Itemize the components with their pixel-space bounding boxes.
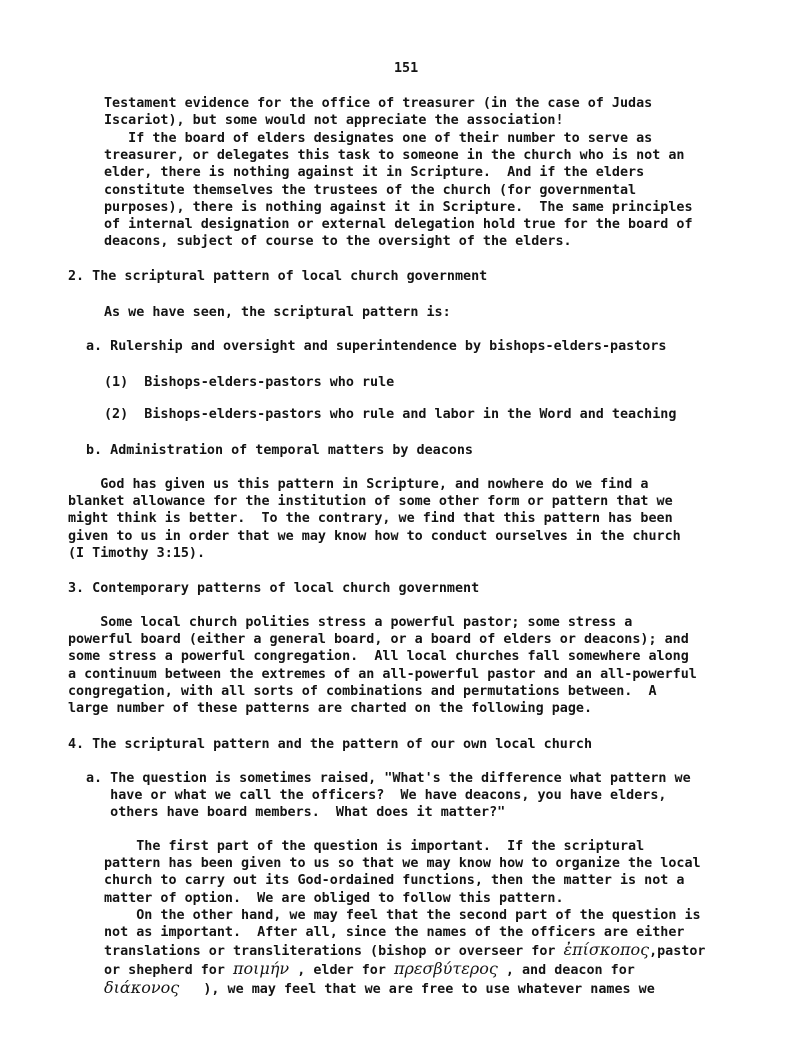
text-line: Some local church polities stress a powerful pastor; some stress a: [68, 615, 633, 630]
section-heading-3: 3. Contemporary patterns of local church government: [68, 581, 480, 596]
text-fragment: , elder for: [289, 963, 394, 979]
text-line: given to us in order that we may know how to conduct ourselves in the church: [68, 528, 681, 544]
text-line: others have board members. What does it matter?": [86, 805, 506, 821]
text-fragment: translations or transliterations (bishop or overseer for: [104, 944, 564, 959]
text-line: blanket allowance for the institution of some other form or pattern that we: [68, 494, 673, 510]
text-line: might think is better. To the contrary, we find that this pattern has been: [68, 511, 673, 527]
list-item-a1: (1) Bishops-elders-pastors who rule: [104, 375, 395, 390]
text-line: (I Timothy 3:15).: [68, 545, 206, 561]
text-fragment: ), we may feel that we are free to use whatever names we: [179, 982, 655, 998]
text-line: purposes), there is nothing against it in Scripture. The same principles: [104, 199, 693, 215]
text-line: some stress a powerful congregation. All local churches fall somewhere along: [68, 649, 689, 665]
text-line: of internal designation or external delegation hold true for the board of: [104, 217, 693, 233]
list-item-4a: [86, 770, 691, 822]
paragraph-contemporary-patterns: [68, 614, 697, 717]
paragraph-god-given-pattern: [68, 476, 681, 562]
text-line: The first part of the question is important. If the scriptural: [104, 839, 645, 854]
text-fragment: ,pastor: [649, 944, 706, 959]
text-line: God has given us this pattern in Scripture, and nowhere do we find a: [68, 477, 649, 492]
text-fragment: or shepherd for: [104, 963, 233, 979]
text-line: pattern has been given to us so that we may know how to organize the local: [104, 856, 701, 872]
text-line: not as important. After all, since the names of the officers are either: [104, 925, 685, 941]
section-2-intro: As we have seen, the scriptural pattern is:: [104, 305, 451, 320]
section-heading-2: 2. The scriptural pattern of local church government: [68, 269, 488, 284]
paragraph-treasurer-end: [104, 95, 652, 129]
text-line: deacons, subject of course to the oversight of the elders.: [104, 234, 572, 250]
text-line: church to carry out its God-ordained functions, then the matter is not a: [104, 873, 685, 889]
text-line: constitute themselves the trustees of the church (for governmental: [104, 182, 637, 198]
list-item-a2: (2) Bishops-elders-pastors who rule and labor in the Word and teaching: [104, 407, 677, 422]
text-line: congregation, with all sorts of combinations and permutations between. A: [68, 683, 657, 699]
text-line: a continuum between the extremes of an all-powerful pastor and an all-powerful: [68, 666, 697, 682]
text-line: elder, there is nothing against it in Scripture. And if the elders: [104, 165, 645, 181]
text-line: treasurer, or delegates this task to someone in the church who is not an: [104, 148, 685, 164]
section-heading-4: 4. The scriptural pattern and the pattern of our own local church: [68, 737, 593, 752]
text-line: have or what we call the officers? We have deacons, you have elders,: [86, 788, 667, 804]
text-line: If the board of elders designates one of their number to serve as: [104, 131, 653, 146]
text-line: On the other hand, we may feel that the second part of the question is: [104, 907, 701, 923]
greek-word-poimen: ποιμήν: [233, 959, 290, 979]
page-number: 151: [394, 61, 419, 76]
paragraph-first-part: [104, 838, 701, 941]
text-line: a. The question is sometimes raised, "What's the difference what pattern we: [86, 771, 691, 786]
paragraph-board-of-elders: [104, 130, 693, 250]
greek-word-episkopos: ἐπίσκοπος: [563, 940, 650, 959]
greek-word-diakonos: διάκονος: [104, 978, 180, 998]
text-line: matter of option. We are obliged to follow this pattern.: [104, 890, 564, 906]
paragraph-greek-terms: [104, 941, 706, 999]
list-item-a: a. Rulership and oversight and superintendence by bishops-elders-pastors: [86, 339, 667, 354]
list-item-b: b. Administration of temporal matters by deacons: [86, 443, 473, 458]
text-fragment: , and deacon for: [497, 963, 635, 979]
text-line: large number of these patterns are charted on the following page.: [68, 701, 593, 717]
greek-word-presbyteros: πρεσβύτερος: [393, 959, 498, 979]
text-line: powerful board (either a general board, or a board of elders or deacons); and: [68, 632, 689, 648]
text-line: Iscariot), but some would not appreciate the association!: [104, 113, 564, 129]
text-line: Testament evidence for the office of treasurer (in the case of Judas: [104, 96, 653, 111]
